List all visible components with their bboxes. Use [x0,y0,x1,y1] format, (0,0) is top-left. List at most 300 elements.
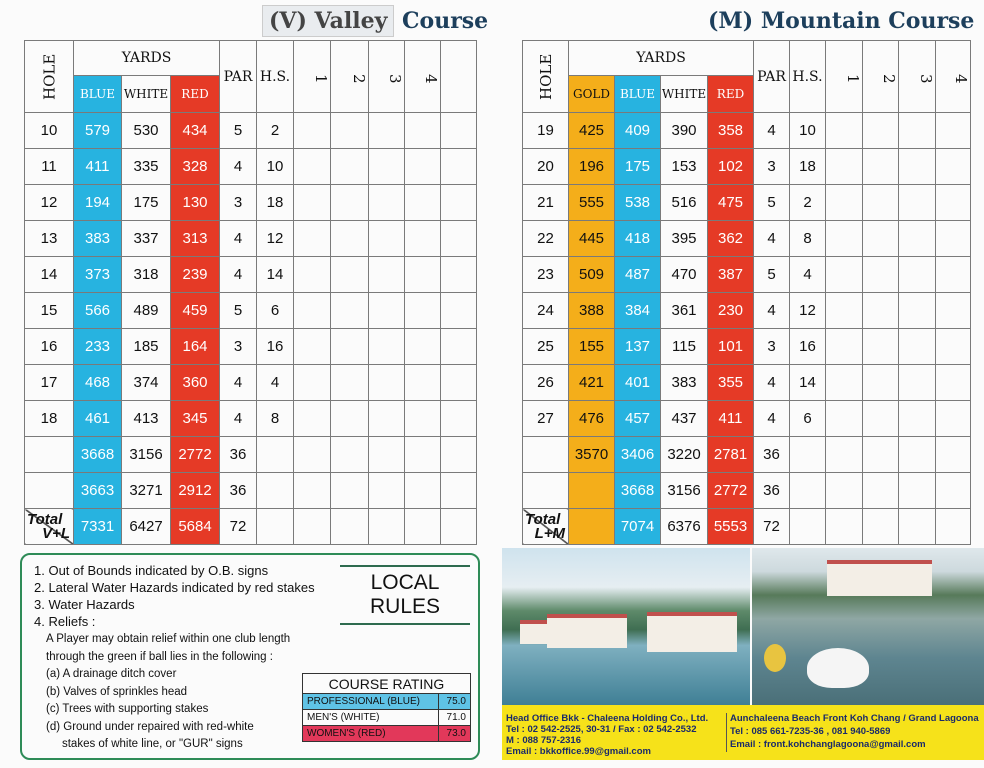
par: 3 [754,329,790,365]
handicap: 8 [790,221,826,257]
yardage: 373 [74,257,122,293]
score-cell[interactable] [294,293,331,329]
yardage: 153 [661,149,708,185]
player-column-header: 2 [863,41,899,113]
yardage: 566 [74,293,122,329]
local-rules-heading: LOCAL RULES [340,565,470,625]
yardage: 3220 [661,437,708,473]
yardage: 137 [615,329,661,365]
score-cell[interactable] [405,149,441,185]
score-cell[interactable] [936,257,971,293]
handicap: 18 [257,185,294,221]
yardage: 362 [708,221,754,257]
yardage: 233 [74,329,122,365]
handicap [790,437,826,473]
yardage: 230 [708,293,754,329]
hole-number: 16 [25,329,74,365]
hole-row [523,221,971,257]
score-cell[interactable] [826,221,863,257]
hole-row [523,113,971,149]
score-cell[interactable] [405,329,441,365]
score-cell[interactable] [899,185,936,221]
tee-header-white: WHITE [122,76,171,113]
score-cell[interactable] [826,113,863,149]
rule-detail: (d) Ground under repaired with red-white [46,720,254,733]
score-cell[interactable] [863,293,899,329]
blank-cell [441,401,477,437]
score-cell[interactable] [826,293,863,329]
hole-number [523,437,569,473]
handicap: 18 [790,149,826,185]
score-cell[interactable] [294,221,331,257]
yardage: 2781 [708,437,754,473]
hole-row [25,329,477,365]
rating-value: 75.0 [439,694,471,710]
handicap: 14 [257,257,294,293]
rating-label: PROFESSIONAL (BLUE) [303,694,439,710]
yardage: 2772 [708,473,754,509]
score-cell[interactable] [936,401,971,437]
tee-header-red: RED [708,76,754,113]
hole-label: HOLE [536,53,555,100]
score-cell[interactable] [294,437,331,473]
par: 36 [754,437,790,473]
handicap [257,437,294,473]
score-cell[interactable] [331,293,369,329]
handicap [790,509,826,545]
score-cell[interactable] [826,437,863,473]
hole-row [523,185,971,221]
yards-header: YARDS [569,41,754,76]
yardage: 425 [569,113,615,149]
hole-row [25,293,477,329]
score-cell[interactable] [863,329,899,365]
hole-row [523,293,971,329]
par: 4 [220,401,257,437]
contact-footer [502,705,984,760]
par: 5 [220,113,257,149]
yardage: 476 [569,401,615,437]
blank-cell [441,257,477,293]
par: 4 [754,365,790,401]
score-cell[interactable] [826,149,863,185]
hole-number: 14 [25,257,74,293]
par: 4 [220,221,257,257]
handicap: 16 [257,329,294,365]
score-cell[interactable] [294,329,331,365]
score-cell[interactable] [863,401,899,437]
yardage: 530 [122,113,171,149]
score-cell[interactable] [294,257,331,293]
yardage: 457 [615,401,661,437]
hole-number: 22 [523,221,569,257]
total-yardage: 7331 [74,509,122,545]
handicap: 12 [257,221,294,257]
hole-number: 18 [25,401,74,437]
hole-row [25,365,477,401]
hole-number: 12 [25,185,74,221]
yardage: 164 [171,329,220,365]
score-cell[interactable] [936,437,971,473]
yardage: 175 [615,149,661,185]
score-cell[interactable] [899,113,936,149]
rule-detail: through the green if ball lies in the following : [46,650,273,663]
footer-line: Tel : 02 542-2525, 30-31 / Fax : 02 542-2532 [506,724,697,735]
score-cell[interactable] [294,401,331,437]
total-par: 72 [220,509,257,545]
valley-course-title: (V) Valley Course [262,8,488,34]
yardage: 3570 [569,437,615,473]
yards-header: YARDS [74,41,220,76]
par: 3 [754,149,790,185]
yardage: 388 [569,293,615,329]
total-yardage: 6427 [122,509,171,545]
player-column-header: 1 [826,41,863,113]
score-cell[interactable] [369,221,405,257]
total-yardage: 5684 [171,509,220,545]
blank-cell [441,473,477,509]
score-cell[interactable] [294,509,331,545]
score-cell[interactable] [405,185,441,221]
handicap [257,509,294,545]
hole-number [25,473,74,509]
yardage: 516 [661,185,708,221]
yardage: 411 [74,149,122,185]
rule-detail: (b) Valves of sprinkles head [46,685,188,698]
yardage: 395 [661,221,708,257]
lagoon-bungalows-photo [502,548,750,705]
score-cell[interactable] [863,473,899,509]
valley-scorecard-table [24,40,477,545]
score-cell[interactable] [369,185,405,221]
rule-item: 4. Reliefs : [34,614,96,629]
yardage: 579 [74,113,122,149]
rating-value: 71.0 [439,710,471,726]
score-cell[interactable] [899,149,936,185]
handicap: 6 [257,293,294,329]
score-cell[interactable] [369,365,405,401]
rule-item: 3. Water Hazards [34,597,135,612]
hole-number: 17 [25,365,74,401]
yardage: 445 [569,221,615,257]
yardage: 355 [708,365,754,401]
yardage: 360 [171,365,220,401]
score-cell[interactable] [863,185,899,221]
yardage: 196 [569,149,615,185]
player-column-header: 1 [294,41,331,113]
score-cell[interactable] [405,437,441,473]
handicap: 4 [790,257,826,293]
yardage: 358 [708,113,754,149]
score-cell[interactable] [936,149,971,185]
yardage: 239 [171,257,220,293]
score-cell[interactable] [826,185,863,221]
blank-cell [441,113,477,149]
blank-cell [441,509,477,545]
hole-number: 10 [25,113,74,149]
score-cell[interactable] [405,293,441,329]
score-cell[interactable] [369,473,405,509]
yardage: 374 [122,365,171,401]
yardage: 538 [615,185,661,221]
score-cell[interactable] [936,365,971,401]
hole-row [25,149,477,185]
score-cell[interactable] [294,185,331,221]
tee-header-blue: BLUE [615,76,661,113]
par: 4 [220,149,257,185]
handicap: 10 [790,113,826,149]
hole-row [523,437,971,473]
yardage: 313 [171,221,220,257]
score-cell[interactable] [369,437,405,473]
score-cell[interactable] [863,149,899,185]
yardage: 470 [661,257,708,293]
par: 4 [754,401,790,437]
total-yardage: 7074 [615,509,661,545]
par: 5 [754,257,790,293]
hole-number: 13 [25,221,74,257]
total-label [523,509,569,545]
score-cell[interactable] [899,365,936,401]
score-cell[interactable] [863,509,899,545]
yardage: 434 [171,113,220,149]
blank-column-header [441,41,477,113]
score-cell[interactable] [294,113,331,149]
par-header: PAR [220,41,257,113]
yardage: 185 [122,329,171,365]
hole-row [25,221,477,257]
score-cell[interactable] [294,473,331,509]
par: 3 [220,185,257,221]
score-cell[interactable] [369,257,405,293]
total-row [523,509,971,545]
yardage: 175 [122,185,171,221]
yardage: 361 [661,293,708,329]
total-yardage [569,509,615,545]
footer-line: Tel : 085 661-7235-36 , 081 940-5869 [730,726,891,737]
total-label-text: L+M [534,525,565,542]
handicap: 8 [257,401,294,437]
yardage: 413 [122,401,171,437]
blank-cell [441,293,477,329]
par-header: PAR [754,41,790,113]
par: 4 [754,113,790,149]
score-cell[interactable] [369,509,405,545]
total-label [25,509,74,545]
blank-cell [441,365,477,401]
score-cell[interactable] [936,221,971,257]
hole-number [523,473,569,509]
score-cell[interactable] [331,185,369,221]
yardage: 3663 [74,473,122,509]
score-cell[interactable] [863,221,899,257]
score-cell[interactable] [405,509,441,545]
handicap [790,473,826,509]
mountain-course-title: (M) Mountain Course [708,8,975,34]
hole-number: 23 [523,257,569,293]
yardage: 390 [661,113,708,149]
score-cell[interactable] [899,329,936,365]
blank-cell [441,437,477,473]
score-cell[interactable] [899,473,936,509]
yardage: 130 [171,185,220,221]
hole-number: 26 [523,365,569,401]
hole-row [523,473,971,509]
player-column-header: 2 [331,41,369,113]
score-cell[interactable] [369,401,405,437]
handicap: 4 [257,365,294,401]
hs-header: H.S. [790,41,826,113]
score-cell[interactable] [405,473,441,509]
score-cell[interactable] [826,509,863,545]
score-cell[interactable] [899,401,936,437]
hole-row [25,185,477,221]
hs-header: H.S. [257,41,294,113]
par: 36 [220,437,257,473]
yardage: 384 [615,293,661,329]
handicap: 14 [790,365,826,401]
score-cell[interactable] [405,221,441,257]
score-cell[interactable] [369,293,405,329]
yardage: 318 [122,257,171,293]
par: 5 [220,293,257,329]
score-cell[interactable] [405,113,441,149]
score-cell[interactable] [826,257,863,293]
total-label-text: Total [27,511,63,528]
score-cell[interactable] [369,113,405,149]
footer-line: Email : bkkoffice.99@gmail.com [506,746,651,757]
handicap: 2 [790,185,826,221]
score-cell[interactable] [936,293,971,329]
score-cell[interactable] [826,365,863,401]
footer-line: Aunchaleena Beach Front Koh Chang / Grand Lagoona [730,713,979,724]
yardage: 468 [74,365,122,401]
handicap: 12 [790,293,826,329]
yardage: 421 [569,365,615,401]
score-cell[interactable] [899,509,936,545]
hole-header [523,41,569,113]
rating-value: 73.0 [439,726,471,742]
score-cell[interactable] [331,437,369,473]
yardage: 155 [569,329,615,365]
yardage: 487 [615,257,661,293]
yardage: 102 [708,149,754,185]
score-cell[interactable] [331,401,369,437]
score-cell[interactable] [405,257,441,293]
score-cell[interactable] [863,365,899,401]
yardage: 437 [661,401,708,437]
score-cell[interactable] [331,473,369,509]
yardage: 418 [615,221,661,257]
yardage: 115 [661,329,708,365]
score-cell[interactable] [936,329,971,365]
score-cell[interactable] [863,257,899,293]
course-rating-title: COURSE RATING [303,674,471,694]
rule-detail: A Player may obtain relief within one club length [46,633,291,645]
score-cell[interactable] [331,509,369,545]
score-cell[interactable] [863,437,899,473]
score-cell[interactable] [331,257,369,293]
yardage [569,473,615,509]
tee-header-white: WHITE [661,76,708,113]
hole-number: 20 [523,149,569,185]
tee-header-red: RED [171,76,220,113]
score-cell[interactable] [331,113,369,149]
score-cell[interactable] [331,365,369,401]
score-cell[interactable] [863,113,899,149]
total-par: 72 [754,509,790,545]
handicap: 16 [790,329,826,365]
score-cell[interactable] [936,473,971,509]
score-cell[interactable] [899,437,936,473]
score-cell[interactable] [899,221,936,257]
rule-item: 1. Out of Bounds indicated by O.B. signs [34,563,269,578]
yardage: 555 [569,185,615,221]
hole-number: 21 [523,185,569,221]
rating-label: MEN'S (WHITE) [303,710,439,726]
yardage: 475 [708,185,754,221]
player-column-header: 4 [936,41,971,113]
yardage: 101 [708,329,754,365]
par: 4 [754,221,790,257]
score-cell[interactable] [294,149,331,185]
yardage: 328 [171,149,220,185]
score-cell[interactable] [369,149,405,185]
mountain-scorecard-table [522,40,971,545]
blank-cell [441,221,477,257]
score-cell[interactable] [936,509,971,545]
score-cell[interactable] [826,473,863,509]
score-cell[interactable] [405,365,441,401]
total-yardage: 6376 [661,509,708,545]
beach-front-photo [752,548,984,705]
yardage: 2912 [171,473,220,509]
resort-photo [502,548,984,705]
yardage: 387 [708,257,754,293]
yardage: 3271 [122,473,171,509]
score-cell[interactable] [826,401,863,437]
yardage: 3406 [615,437,661,473]
score-cell[interactable] [331,149,369,185]
score-cell[interactable] [369,329,405,365]
score-cell[interactable] [294,365,331,401]
hole-number: 15 [25,293,74,329]
par: 4 [754,293,790,329]
yardage: 459 [171,293,220,329]
hole-row [523,401,971,437]
score-cell[interactable] [936,185,971,221]
hole-row [523,149,971,185]
handicap: 2 [257,113,294,149]
par: 36 [220,473,257,509]
yardage: 409 [615,113,661,149]
hole-label: HOLE [40,53,58,100]
par: 4 [220,257,257,293]
yardage: 3668 [615,473,661,509]
score-cell[interactable] [331,221,369,257]
rule-detail: (c) Trees with supporting stakes [46,703,209,715]
score-cell[interactable] [405,401,441,437]
score-cell[interactable] [936,113,971,149]
score-cell[interactable] [899,293,936,329]
handicap [257,473,294,509]
score-cell[interactable] [331,329,369,365]
handicap: 10 [257,149,294,185]
score-cell[interactable] [899,257,936,293]
score-cell[interactable] [826,329,863,365]
yardage: 461 [74,401,122,437]
yardage: 3668 [74,437,122,473]
